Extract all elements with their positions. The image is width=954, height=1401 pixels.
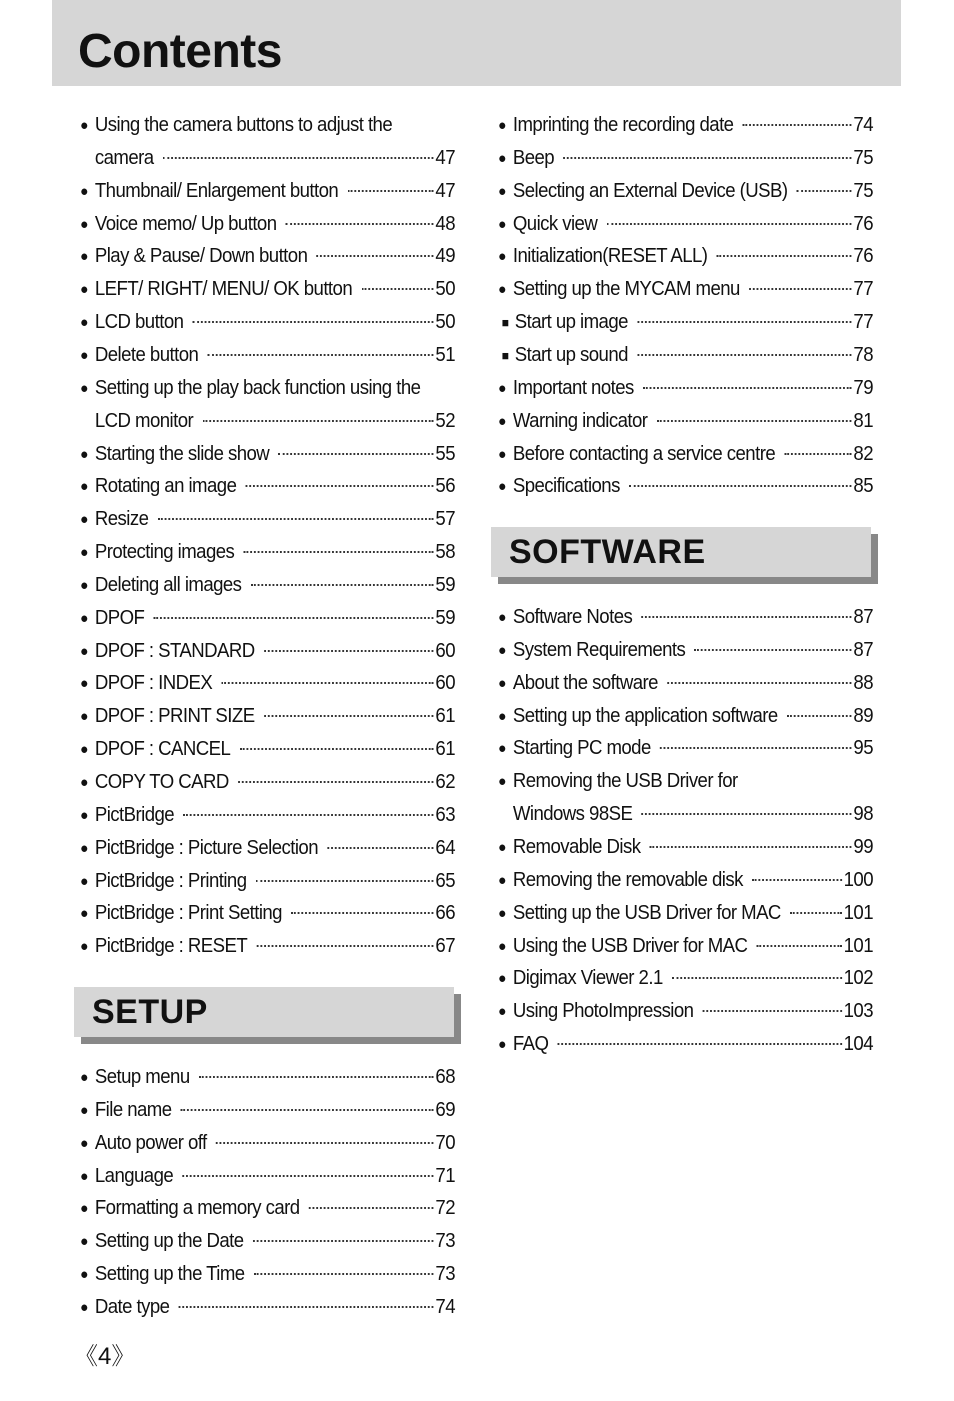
toc-entry-title: PictBridge : Printing — [94, 869, 247, 892]
toc-entry[interactable] — [80, 375, 455, 403]
dot-leader — [163, 157, 434, 159]
toc-entry-page: 87 — [853, 638, 873, 661]
toc-entry[interactable] — [80, 1195, 455, 1223]
toc-entry-page: 55 — [435, 442, 455, 465]
toc-entry-title: File name — [94, 1098, 172, 1121]
toc-entry-page: 67 — [435, 935, 455, 958]
toc-entry-title: Date type — [94, 1295, 170, 1318]
toc-entry-title: PictBridge : Print Setting — [94, 902, 282, 925]
toc-entry-page: 52 — [435, 409, 455, 432]
toc-entry-page: 101 — [843, 901, 873, 924]
toc-entry-page: 88 — [853, 671, 873, 694]
toc-entry-title: Start up sound — [514, 343, 628, 366]
bullet-icon: ● — [80, 642, 88, 660]
toc-entry[interactable] — [80, 736, 455, 764]
toc-entry[interactable] — [80, 342, 455, 370]
bullet-icon: ● — [498, 707, 506, 725]
toc-entry-title: Start up image — [514, 311, 628, 334]
bullet-icon: ● — [498, 117, 506, 134]
bullet-icon: ● — [80, 774, 88, 791]
dot-leader — [660, 747, 851, 749]
toc-entry-page: 47 — [435, 179, 455, 202]
dot-leader — [256, 945, 433, 947]
toc-entry-page: 89 — [853, 704, 873, 727]
bullet-icon: ● — [80, 1200, 88, 1218]
dot-leader — [158, 518, 434, 520]
toc-entry-title: Warning indicator — [512, 409, 648, 432]
toc-entry-page: 73 — [435, 1263, 455, 1286]
toc-entry-page: 85 — [853, 475, 873, 498]
toc-entry-title: Imprinting the recording date — [512, 114, 734, 136]
toc-entry[interactable] — [80, 112, 455, 140]
dot-leader — [637, 321, 851, 323]
toc-entry-title: Starting PC mode — [512, 737, 651, 760]
bullet-icon: ● — [498, 674, 506, 692]
toc-entry-page: 57 — [435, 508, 455, 531]
toc-entry[interactable] — [498, 1031, 873, 1059]
dot-leader — [642, 616, 852, 618]
toc-entry-page: 77 — [853, 278, 873, 301]
toc-entry[interactable] — [498, 309, 873, 337]
square-bullet-icon: ■ — [501, 347, 509, 363]
toc-entry[interactable] — [498, 112, 873, 140]
toc-entry[interactable] — [80, 178, 455, 206]
toc-entry-page: 98 — [853, 803, 873, 826]
dot-leader — [558, 1043, 842, 1045]
toc-entry-title: DPOF — [94, 606, 145, 629]
toc-entry-title: Setting up the application software — [512, 704, 778, 727]
toc-entry-title: Beep — [512, 146, 555, 169]
toc-entry-title: Software Notes — [512, 606, 633, 628]
dot-leader — [286, 223, 434, 225]
dot-leader — [361, 288, 433, 290]
toc-entry-title: Setting up the MYCAM menu — [512, 278, 740, 301]
toc-entry-page: 61 — [435, 738, 455, 761]
bullet-icon: ● — [80, 905, 88, 923]
toc-entry-title: PictBridge : Picture Selection — [94, 836, 318, 859]
toc-entry[interactable] — [80, 276, 455, 304]
toc-entry[interactable] — [498, 834, 873, 862]
toc-entry-title: Formatting a memory card — [94, 1197, 300, 1220]
bullet-icon: ● — [498, 281, 506, 299]
dot-leader — [650, 846, 852, 848]
toc-entry[interactable] — [498, 933, 873, 961]
toc-entry-page: 47 — [435, 146, 455, 169]
bullet-icon: ● — [80, 1167, 88, 1185]
toc-entry[interactable] — [80, 1097, 455, 1125]
toc-entry-title: Important notes — [512, 376, 634, 399]
toc-entry-page: 61 — [435, 705, 455, 728]
toc-entry-page: 58 — [435, 541, 455, 564]
toc-entry-title: COPY TO CARD — [94, 771, 229, 793]
dot-leader — [695, 649, 852, 651]
bullet-icon: ● — [498, 838, 506, 856]
toc-entry[interactable] — [498, 178, 873, 206]
dot-leader — [757, 945, 842, 947]
toc-entry-title: Using the camera buttons to adjust the — [94, 114, 393, 136]
bullet-icon: ● — [80, 675, 88, 693]
bullet-icon: ● — [80, 346, 88, 364]
dot-leader — [787, 715, 852, 717]
bullet-icon: ● — [80, 938, 88, 956]
toc-entry-page: 50 — [435, 311, 455, 334]
dot-leader — [246, 485, 434, 487]
bullet-icon: ● — [80, 544, 88, 562]
toc-entry-page: 71 — [435, 1164, 455, 1187]
bullet-icon: ● — [498, 871, 506, 889]
dot-leader — [264, 715, 434, 717]
toc-entry-title: DPOF : PRINT SIZE — [94, 705, 255, 728]
toc-entry-page: 74 — [435, 1295, 455, 1318]
toc-entry[interactable] — [498, 900, 873, 928]
toc-entry-title: Protecting images — [94, 541, 235, 564]
toc-entry-title: Setting up the Time — [94, 1263, 245, 1286]
toc-entry[interactable] — [80, 1228, 455, 1256]
toc-entry[interactable] — [80, 539, 455, 567]
toc-entry-page: 49 — [435, 245, 455, 268]
toc-entry[interactable] — [80, 211, 455, 239]
toc-entry-page: 82 — [853, 442, 873, 465]
toc-entry-page: 51 — [435, 343, 455, 366]
dot-leader — [222, 682, 434, 684]
bullet-icon: ● — [498, 773, 506, 791]
toc-entry[interactable] — [80, 835, 455, 863]
toc-entry[interactable] — [80, 506, 455, 534]
dot-leader — [154, 617, 434, 619]
bullet-icon: ● — [80, 445, 88, 463]
bullet-icon: ● — [498, 445, 506, 463]
toc-entry-page: 69 — [435, 1098, 455, 1121]
toc-entry[interactable] — [80, 769, 455, 797]
bullet-icon: ● — [498, 609, 506, 626]
bullet-icon: ● — [80, 839, 88, 857]
bullet-icon: ● — [80, 872, 88, 890]
dot-leader — [238, 781, 434, 783]
bullet-icon: ● — [498, 937, 506, 955]
toc-entry-title: Setting up the Date — [94, 1230, 244, 1253]
bullet-icon: ● — [498, 478, 506, 496]
toc-entry-page: 104 — [843, 1033, 873, 1056]
toc-entry-page: 65 — [435, 869, 455, 892]
dot-leader — [216, 1142, 434, 1144]
toc-entry[interactable] — [80, 670, 455, 698]
toc-entry-title: Specifications — [512, 475, 620, 498]
dot-leader — [278, 453, 433, 455]
toc-entry-page: 73 — [435, 1230, 455, 1253]
toc-entry-page: 75 — [853, 146, 873, 169]
toc-entry[interactable] — [80, 1163, 455, 1191]
toc-entry-title: DPOF : INDEX — [94, 672, 213, 695]
toc-entry-page: 101 — [843, 934, 873, 957]
toc-entry-title: Delete button — [94, 343, 199, 366]
toc-entry-page: 81 — [853, 409, 873, 432]
bullet-icon: ● — [498, 1036, 506, 1054]
toc-entry-page: 100 — [843, 868, 873, 891]
bullet-icon: ● — [80, 1266, 88, 1284]
toc-entry-title: Voice memo/ Up button — [94, 212, 277, 235]
toc-entry[interactable] — [498, 801, 873, 827]
dot-leader — [703, 1010, 842, 1012]
bullet-icon: ● — [498, 182, 506, 200]
dot-leader — [193, 321, 434, 323]
toc-entry-title: Removing the USB Driver for — [512, 770, 738, 793]
toc-entry-title: About the software — [512, 671, 658, 694]
toc-entry-title: FAQ — [512, 1033, 549, 1056]
dot-leader — [208, 354, 434, 356]
dot-leader — [317, 255, 434, 257]
toc-entry[interactable] — [498, 965, 873, 993]
bullet-icon: ● — [498, 970, 506, 988]
bullet-icon: ● — [498, 740, 506, 758]
toc-entry-title: Using PhotoImpression — [512, 1000, 694, 1023]
dot-leader — [642, 813, 852, 815]
toc-entry[interactable] — [498, 441, 873, 469]
toc-entry[interactable] — [498, 276, 873, 304]
toc-entry[interactable] — [80, 145, 455, 171]
toc-entry-page: 48 — [435, 212, 455, 235]
toc-entry-page: 63 — [435, 803, 455, 826]
toc-entry-page: 76 — [853, 245, 873, 268]
bullet-icon: ● — [498, 248, 506, 266]
toc-entry-title: Setting up the USB Driver for MAC — [512, 901, 781, 924]
toc-entry-page: 59 — [435, 606, 455, 629]
page-number: 《4》 — [74, 1343, 136, 1370]
dot-leader — [199, 1076, 434, 1078]
dot-leader — [643, 387, 852, 389]
toc-entry-title: LCD monitor — [94, 409, 194, 432]
bullet-icon: ● — [80, 117, 88, 134]
dot-leader — [637, 354, 851, 356]
toc-entry-title: Initialization(RESET ALL) — [512, 245, 708, 268]
bullet-icon: ● — [80, 182, 88, 200]
bullet-icon: ● — [80, 806, 88, 824]
toc-entry[interactable] — [498, 768, 873, 796]
toc-entry-title: Resize — [94, 508, 149, 531]
toc-entry-title: Using the USB Driver for MAC — [512, 934, 748, 957]
bullet-icon: ● — [80, 248, 88, 266]
toc-entry[interactable] — [80, 900, 455, 928]
toc-entry[interactable] — [498, 473, 873, 501]
bullet-icon: ● — [80, 708, 88, 726]
dot-leader — [348, 190, 434, 192]
bullet-icon: ● — [80, 215, 88, 233]
dot-leader — [743, 124, 852, 126]
dot-leader — [291, 912, 433, 914]
setup-banner — [74, 987, 454, 1037]
toc-entry-title: Quick view — [512, 212, 598, 235]
bullet-icon: ● — [498, 904, 506, 922]
bullet-icon: ● — [498, 641, 506, 659]
toc-entry-title: DPOF : CANCEL — [94, 738, 231, 761]
toc-entry[interactable] — [80, 1130, 455, 1158]
toc-entry[interactable] — [80, 441, 455, 469]
toc-entry-title: Deleting all images — [94, 573, 242, 596]
toc-entry[interactable] — [498, 211, 873, 239]
toc-entry[interactable] — [80, 605, 455, 633]
bullet-icon: ● — [498, 1003, 506, 1021]
toc-entry[interactable] — [80, 1261, 455, 1289]
dot-leader — [657, 420, 852, 422]
toc-entry-page: 103 — [843, 1000, 873, 1023]
bullet-icon: ● — [80, 314, 88, 332]
toc-entry[interactable] — [498, 637, 873, 665]
toc-entry[interactable] — [80, 933, 455, 961]
toc-entry[interactable] — [498, 408, 873, 436]
toc-entry-title: Language — [94, 1164, 174, 1187]
toc-entry-page: 87 — [853, 606, 873, 628]
dot-leader — [790, 912, 842, 914]
dot-leader — [254, 1273, 434, 1275]
toc-entry-page: 76 — [853, 212, 873, 235]
bullet-icon: ● — [80, 281, 88, 299]
toc-entry[interactable] — [498, 604, 873, 632]
toc-entry[interactable] — [80, 703, 455, 731]
toc-entry-title: Thumbnail/ Enlargement button — [94, 179, 339, 202]
toc-entry[interactable] — [80, 1294, 455, 1322]
dot-leader — [629, 485, 851, 487]
page-title: Contents — [78, 25, 282, 78]
dot-leader — [251, 584, 434, 586]
setup-heading: SETUP — [92, 993, 208, 1031]
toc-entry-title: Selecting an External Device (USB) — [512, 179, 788, 202]
toc-entry-title: PictBridge — [94, 803, 175, 826]
bullet-icon: ● — [80, 478, 88, 496]
square-bullet-icon: ■ — [501, 315, 509, 331]
toc-entry-title: Removing the removable disk — [512, 868, 743, 891]
dot-leader — [264, 650, 434, 652]
dot-leader — [327, 847, 433, 849]
toc-entry-page: 66 — [435, 902, 455, 925]
toc-entry[interactable] — [498, 342, 873, 370]
toc-entry[interactable] — [498, 243, 873, 271]
toc-entry-page: 77 — [853, 311, 873, 334]
toc-entry-title: LCD button — [94, 311, 184, 334]
bullet-icon: ● — [498, 149, 506, 167]
dot-leader — [179, 1306, 434, 1308]
toc-entry-page: 95 — [853, 737, 873, 760]
contents-header — [52, 0, 901, 86]
toc-entry-page: 79 — [853, 376, 873, 399]
dot-leader — [182, 1175, 433, 1177]
dot-leader — [607, 223, 852, 225]
toc-entry[interactable] — [80, 868, 455, 896]
toc-entry-page: 62 — [435, 771, 455, 793]
toc-entry-page: 64 — [435, 836, 455, 859]
toc-entry-title: DPOF : STANDARD — [94, 639, 255, 662]
toc-entry[interactable] — [80, 802, 455, 830]
toc-entry[interactable] — [80, 638, 455, 666]
bullet-icon: ● — [80, 1069, 88, 1086]
dot-leader — [563, 157, 851, 159]
dot-leader — [240, 748, 434, 750]
bullet-icon: ● — [80, 609, 88, 627]
bullet-icon: ● — [80, 1298, 88, 1316]
toc-entry-page: 102 — [843, 967, 873, 990]
toc-entry-page: 78 — [853, 343, 873, 366]
toc-entry-page: 72 — [435, 1197, 455, 1220]
dot-leader — [784, 453, 851, 455]
toc-entry-page: 68 — [435, 1066, 455, 1088]
toc-entry-page: 59 — [435, 573, 455, 596]
bullet-icon: ● — [80, 1134, 88, 1152]
toc-entry-title: Starting the slide show — [94, 442, 270, 465]
toc-entry[interactable] — [498, 867, 873, 895]
toc-entry-title: PictBridge : RESET — [94, 935, 248, 958]
dot-leader — [752, 879, 842, 881]
toc-entry-title: Setup menu — [94, 1066, 190, 1088]
toc-entry-page: 60 — [435, 639, 455, 662]
bullet-icon: ● — [80, 576, 88, 594]
bullet-icon: ● — [80, 1233, 88, 1251]
toc-entry-page: 56 — [435, 475, 455, 498]
bullet-icon: ● — [80, 511, 88, 529]
dot-leader — [672, 977, 842, 979]
toc-entry-page: 74 — [853, 114, 873, 136]
toc-entry-page: 75 — [853, 179, 873, 202]
dot-leader — [202, 420, 433, 422]
dot-leader — [797, 190, 852, 192]
toc-entry-title: Windows 98SE — [512, 803, 633, 826]
toc-entry-title: LEFT/ RIGHT/ MENU/ OK button — [94, 278, 353, 301]
toc-entry-page: 50 — [435, 278, 455, 301]
toc-entry-page: 99 — [853, 835, 873, 858]
bullet-icon: ● — [80, 1101, 88, 1119]
toc-entry-title: Removable Disk — [512, 835, 641, 858]
toc-entry[interactable] — [80, 309, 455, 337]
toc-entry-title: System Requirements — [512, 638, 686, 661]
dot-leader — [183, 814, 433, 816]
toc-entry[interactable] — [80, 1064, 455, 1092]
toc-entry-title: Rotating an image — [94, 475, 237, 498]
dot-leader — [253, 1240, 434, 1242]
toc-entry-title: Before contacting a service centre — [512, 442, 776, 465]
bullet-icon: ● — [498, 215, 506, 233]
toc-entry-title: camera — [94, 146, 154, 169]
software-banner — [491, 527, 871, 577]
dot-leader — [244, 551, 434, 553]
dot-leader — [667, 682, 851, 684]
dot-leader — [309, 1207, 434, 1209]
software-heading: SOFTWARE — [509, 533, 706, 571]
toc-entry[interactable] — [498, 375, 873, 403]
toc-entry-title: Digimax Viewer 2.1 — [512, 967, 663, 990]
toc-entry-title: Auto power off — [94, 1131, 207, 1154]
toc-entry-page: 70 — [435, 1131, 455, 1154]
toc-entry-title: Play & Pause/ Down button — [94, 245, 308, 268]
dot-leader — [717, 255, 852, 257]
dot-leader — [181, 1109, 434, 1111]
bullet-icon: ● — [498, 379, 506, 397]
toc-entry[interactable] — [498, 735, 873, 763]
bullet-icon: ● — [80, 741, 88, 759]
toc-entry[interactable] — [80, 243, 455, 271]
toc-entry[interactable] — [80, 408, 455, 434]
dot-leader — [749, 288, 851, 290]
toc-entry-title: Setting up the play back function using the — [94, 376, 421, 399]
toc-entry[interactable] — [80, 572, 455, 600]
toc-entry[interactable] — [498, 670, 873, 698]
toc-entry[interactable] — [498, 145, 873, 173]
bullet-icon: ● — [498, 412, 506, 430]
toc-entry[interactable] — [498, 998, 873, 1026]
toc-entry-page: 60 — [435, 672, 455, 695]
bullet-icon: ● — [80, 379, 88, 397]
toc-entry[interactable] — [80, 473, 455, 501]
dot-leader — [256, 880, 434, 882]
toc-entry[interactable] — [498, 703, 873, 731]
